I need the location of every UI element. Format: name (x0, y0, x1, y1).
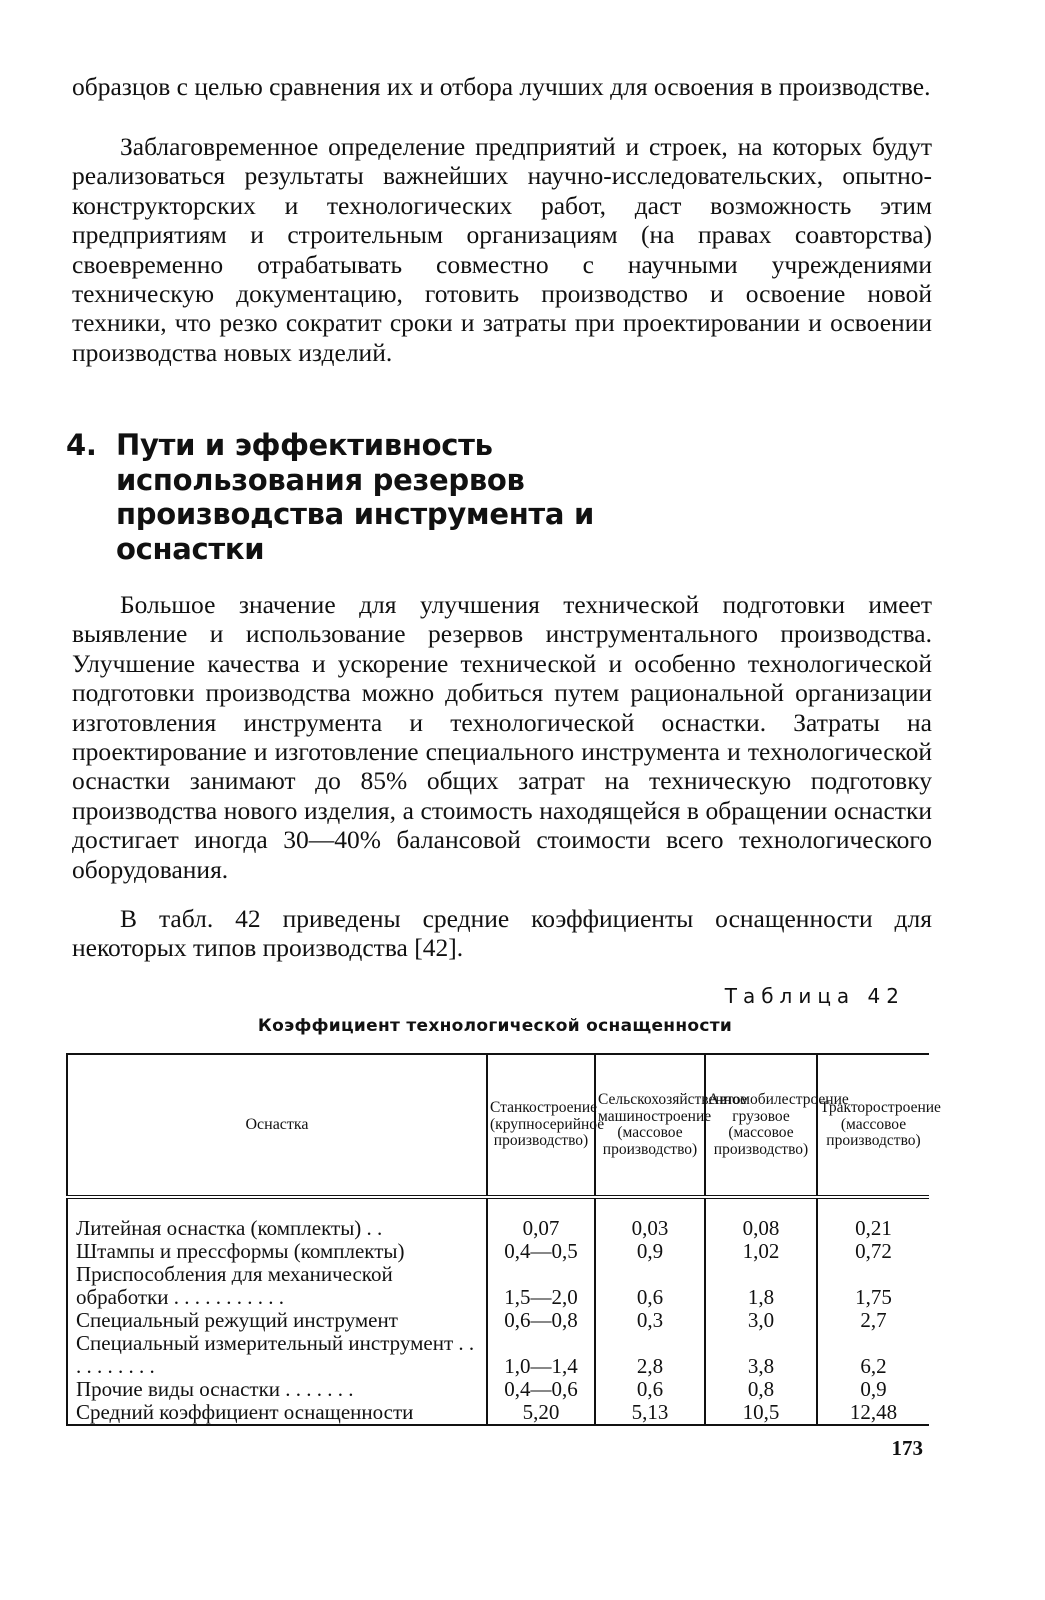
table-label: Таблица 42 (724, 984, 905, 1008)
cell-value: 6,2 (817, 1332, 929, 1378)
page-number: 173 (891, 1436, 923, 1460)
cell-value: 0,8 (705, 1378, 817, 1401)
row-label: Приспособления для механической обработки . . . . . . . . . . . (67, 1263, 487, 1309)
header-equipment: Оснастка (67, 1054, 487, 1197)
cell-value: 1,02 (705, 1240, 817, 1263)
row-label: Специальный режущий инструмент (67, 1309, 487, 1332)
header-machine-tool: Станкостроение (крупносерийное производство) (487, 1054, 595, 1197)
cell-value: 0,6—0,8 (487, 1309, 595, 1332)
row-label: Штампы и прессформы (комплекты) (67, 1240, 487, 1263)
row-label: Средний коэффициент оснащенности (67, 1401, 487, 1425)
intro-paragraph: образцов с целью сравнения их и отбора лучших для освоения в производстве. (72, 72, 931, 101)
cell-value: 3,8 (705, 1332, 817, 1378)
cell-value: 0,6 (595, 1263, 705, 1309)
cell-value: 1,0—1,4 (487, 1332, 595, 1378)
table-row (67, 1263, 929, 1309)
table-row (67, 1332, 929, 1378)
cell-value: 1,8 (705, 1263, 817, 1309)
cell-value: 0,6 (595, 1378, 705, 1401)
cell-value: 0,72 (817, 1240, 929, 1263)
cell-value: 10,5 (705, 1401, 817, 1425)
cell-value: 3,0 (705, 1309, 817, 1332)
cell-value: 0,9 (817, 1378, 929, 1401)
cell-value: 5,20 (487, 1401, 595, 1425)
table-row (67, 1309, 929, 1332)
cell-value: 12,48 (817, 1401, 929, 1425)
row-label: Специальный измерительный инструмент . . . . . . . . . . (67, 1332, 487, 1378)
cell-value: 0,03 (595, 1197, 705, 1240)
table-header-row (67, 1054, 929, 1197)
paragraph-3: Большое значение для улучшения технической подготовки имеет выявление и использование резервов инструментального производства. Улучшение качества и ускорение технической и особенно технологической подготовки производства можно добиться путем рациональной организации изготовления инструмента и технологической оснастки. Затраты на проектирование и изготовление специального инструмента и технологической оснастки занимают до 85% общих затрат на техническую подготовку производства нового изделия, а стоимость находящейся в обращении оснастки достигает иногда 30—40% балансовой стоимости всего технологического оборудования. (72, 590, 932, 884)
cell-value: 0,9 (595, 1240, 705, 1263)
section-number: 4. (66, 428, 97, 462)
equipment-coefficient-table (66, 1053, 941, 1426)
cell-value: 0,4—0,5 (487, 1240, 595, 1263)
cell-value: 5,13 (595, 1401, 705, 1425)
table-row (67, 1197, 929, 1240)
cell-value: 1,5—2,0 (487, 1263, 595, 1309)
row-label: Прочие виды оснастки . . . . . . . (67, 1378, 487, 1401)
cell-value: 2,8 (595, 1332, 705, 1378)
cell-value: 0,21 (817, 1197, 929, 1240)
row-label: Литейная оснастка (комплекты) . . (67, 1197, 487, 1240)
cell-value: 1,75 (817, 1263, 929, 1309)
table-row (67, 1240, 929, 1263)
cell-value: 0,07 (487, 1197, 595, 1240)
header-automotive: Автомобилестроение грузовое (массовое производство) (705, 1054, 817, 1197)
cell-value: 2,7 (817, 1309, 929, 1332)
paragraph-2: Заблаговременное определение предприятий и строек, на которых будут реализоваться результаты важнейших научно-исследовательских, опытно-конструкторских и технологических работ, даст возможность этим предприятиям и строительным организациям (на правах соавторства) своевременно отрабатывать совместно с научными учреждениями техническую документацию, готовить производство и освоение новой техники, что резко сократит сроки и затраты при проектировании и освоении производства новых изделий. (72, 132, 932, 367)
header-agricultural: Сельскохозяйственное машиностроение (массовое производство) (595, 1054, 705, 1197)
paragraph-4: В табл. 42 приведены средние коэффициенты оснащенности для некоторых типов производства [42]. (72, 904, 932, 963)
table-title: Коэффициент технологической оснащенности (257, 1016, 733, 1036)
cell-value: 0,08 (705, 1197, 817, 1240)
table-row (67, 1401, 929, 1425)
cell-value: 0,3 (595, 1309, 705, 1332)
cell-value: 0,4—0,6 (487, 1378, 595, 1401)
header-tractor: Тракторостроение (массовое производство) (817, 1054, 929, 1197)
table-row (67, 1378, 929, 1401)
section-title: Пути и эффективность использования резервов производства инструмента и оснастки (116, 428, 595, 566)
